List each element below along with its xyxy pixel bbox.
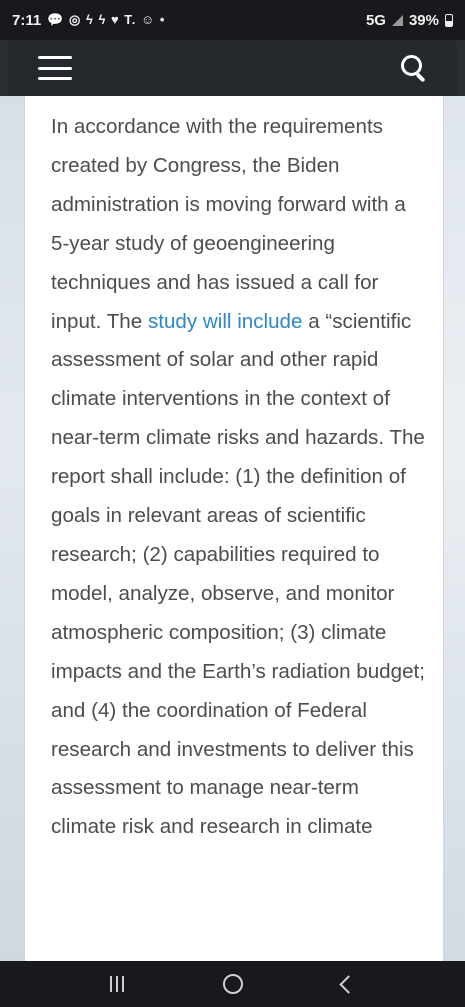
search-icon[interactable] — [399, 53, 429, 83]
study-link[interactable]: study will include — [147, 309, 303, 333]
article-text-before-link: In accordance with the requirements created by Congress, the Biden administration is moving forward with a 5-year study of geoengineering techniques and has issued a call for input. The — [51, 115, 406, 333]
battery-level: 39% — [408, 11, 439, 29]
system-navigation-bar — [0, 961, 465, 1007]
article-text-after-link: a “scientific assessment of solar and other rapid climate interventions in the context of near-term climate risks and hazards. The report shall include: (1) the definition of goals in relevant areas of scientific research; (2) capabilities required to model, analyze, observe, and monitor atmospheric composition; (3) climate impacts and the Earth’s radiation budget; and (4) the coordination of Federal research and investments to deliver this assessment to manage near-term climate risk and research in climate — [51, 309, 425, 839]
status-right — [366, 12, 453, 29]
battery-icon — [445, 14, 453, 27]
status-bar — [0, 0, 465, 40]
status-left — [12, 12, 165, 29]
notification-icons: 💬 ◎ ϟ ϟ ♥ T. ☺ • — [47, 12, 166, 27]
hamburger-menu-icon[interactable] — [38, 56, 72, 80]
back-icon[interactable] — [340, 975, 358, 993]
status-time: 7:11 — [12, 11, 42, 29]
home-icon[interactable] — [223, 974, 243, 994]
signal-icon — [392, 15, 403, 26]
network-type: 5G — [365, 11, 386, 29]
site-header — [8, 40, 457, 96]
article-paragraph — [25, 96, 443, 847]
recent-apps-icon[interactable] — [110, 976, 124, 992]
article-body — [24, 96, 444, 961]
